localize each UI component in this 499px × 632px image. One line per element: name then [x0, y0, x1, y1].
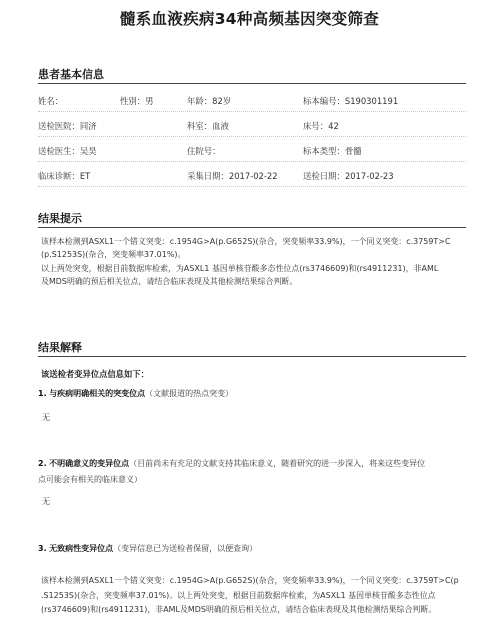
- row-divider: [38, 111, 466, 112]
- variant-item-1: [38, 386, 478, 402]
- detail-line: .S1253S)(杂合，突变频率37.01%)。以上两处突变，根据目前数据库检索，为ASXL1 基因单核苷酸多态性位点: [41, 590, 436, 600]
- sample-type: 标本类型：骨髓: [303, 146, 362, 156]
- detail-line: 该样本检测到ASXL1一个错义突变：c.1954G>A(p.G652S)(杂合，突变频率33.9%)，一个同义突变：c.3759T>C(p: [41, 576, 459, 585]
- diagnosis: 临床诊断：ET: [38, 171, 91, 181]
- variant-intro: 该送检者变异位点信息如下：: [41, 369, 149, 379]
- submission-date: 送检日期：2017-02-23: [303, 171, 394, 181]
- item-2-value: 无: [42, 496, 51, 506]
- result-hint-heading: 结果提示: [38, 212, 82, 225]
- item-1-title: 与疾病明确相关的突变位点: [49, 389, 146, 398]
- sample-id: 标本编号：S190301191: [303, 96, 399, 106]
- result-hint-line: (p.S1253S)(杂合，突变频率37.01%)。: [41, 250, 186, 260]
- item-3-note: （变异信息已为送检者保留，以便查询）: [113, 544, 258, 553]
- patient-info-heading: 患者基本信息: [38, 68, 104, 81]
- row-divider: [38, 161, 466, 162]
- row-divider: [38, 186, 466, 187]
- info-row: [38, 95, 478, 109]
- admission-number: 住院号：: [187, 146, 221, 156]
- info-row: [38, 145, 478, 159]
- item-1-value: 无: [42, 412, 51, 422]
- doctor: 送检医生：吴昊: [38, 146, 97, 156]
- item-3-number: 3.: [38, 544, 47, 553]
- result-hint-rule: [38, 227, 466, 228]
- patient-age: 年龄：82岁: [187, 96, 232, 106]
- result-hint-line: 及MDS明确的预后相关位点，请结合临床表现及其他检测结果综合判断。: [41, 276, 298, 286]
- result-explain-heading: 结果解释: [38, 341, 82, 354]
- info-row: [38, 120, 478, 134]
- result-hint-line: 该样本检测到ASXL1一个错义突变：c.1954G>A(p.G652S)(杂合，突变频率33.9%)，一个同义突变：c.3759T>C: [41, 237, 451, 246]
- result-hint-text: [41, 235, 473, 288]
- detail-line: (rs3746609)和(rs4911231)，非AML及MDS明确的预后相关位点，请结合临床表现及其他检测结果综合判断。: [41, 605, 437, 614]
- report-title: 髓系血液疾病34种高频基因突变筛查: [119, 10, 380, 28]
- bed-number: 床号：42: [303, 121, 339, 131]
- item-2-title: 不明确意义的变异位点: [49, 459, 130, 468]
- department: 科室：血液: [187, 121, 229, 131]
- result-hint-line: 以上两处突变，根据目前数据库检索，为ASXL1 基因单核苷酸多态性位点(rs3746609)和(rs4911231)，非AML: [41, 263, 439, 273]
- result-explain-rule: [38, 356, 466, 357]
- row-divider: [38, 136, 466, 137]
- collection-date: 采集日期：2017-02-22: [187, 171, 278, 181]
- patient-sex: 性别：男: [120, 96, 154, 106]
- item-2-number: 2.: [38, 459, 47, 468]
- item-1-note: （文献报道的热点突变）: [145, 389, 234, 398]
- hospital: 送检医院：同济: [38, 121, 97, 131]
- variant-item-3: [38, 541, 478, 557]
- item-2-note: （目前尚未有充足的文献支持其临床意义，随着研究的进一步深入，将来这些变异位: [129, 459, 426, 468]
- variant-item-2: [38, 456, 478, 488]
- item-2-note-cont: 点可能会有相关的临床意义）: [38, 475, 142, 484]
- variant-detail-text: [41, 574, 473, 618]
- patient-name: 姓名：: [38, 96, 64, 106]
- info-row: [38, 170, 478, 184]
- item-1-number: 1.: [38, 389, 47, 398]
- patient-info-rule: [38, 83, 466, 84]
- item-3-title: 无致病性变异位点: [49, 544, 114, 553]
